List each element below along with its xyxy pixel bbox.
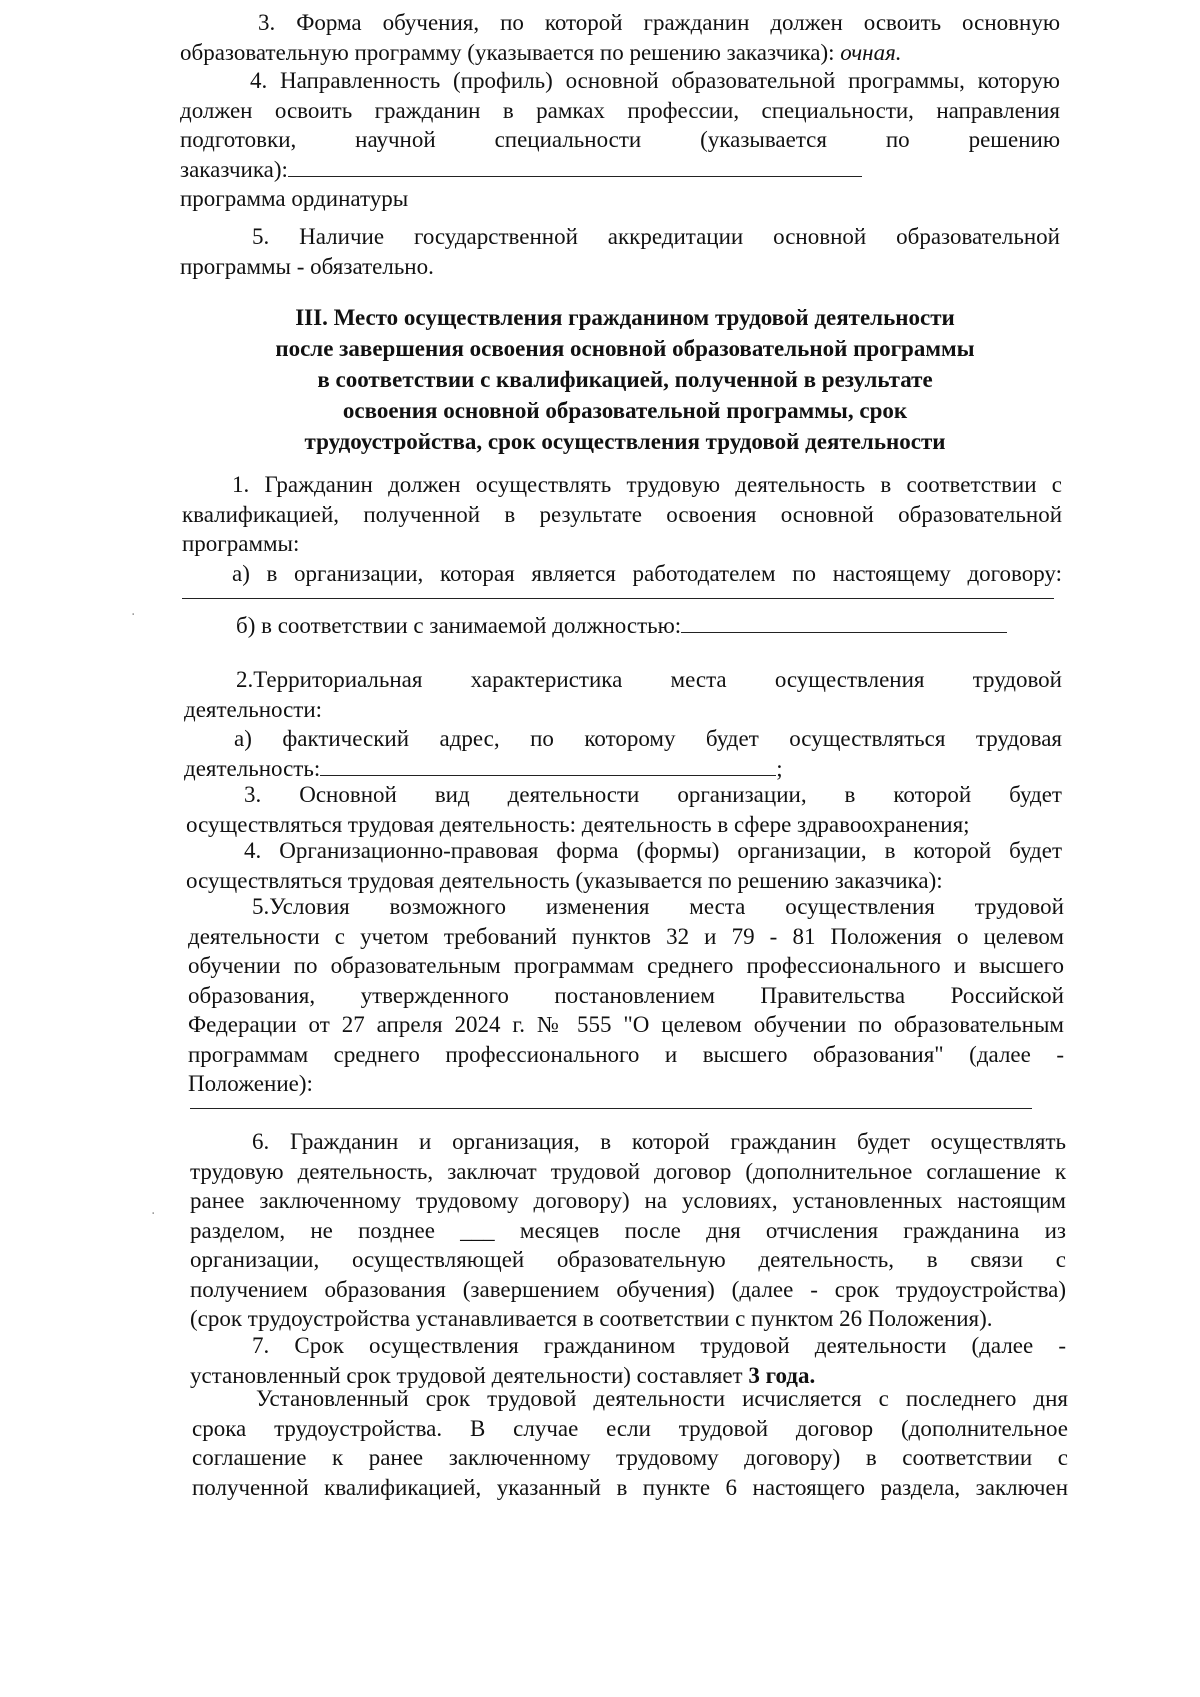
s3-item6-line4: разделом, не позднее ___ месяцев после дня отчисления гражданина из xyxy=(190,1217,1066,1243)
s3-item1-line3: программы: xyxy=(182,531,300,556)
s3-para-after7-line1: Установленный срок трудовой деятельности исчисляется с последнего дня xyxy=(256,1386,1068,1411)
s3-item4-line1: 4. Организационно-правовая форма (формы) организации, в которой будет xyxy=(244,838,1062,863)
s3-item7-label: установленный срок трудовой деятельности) составляет xyxy=(190,1362,749,1388)
scan-mark: · xyxy=(151,1206,156,1222)
s3-item4-line2: осуществляться трудовая деятельность (указывается по решению заказчика): xyxy=(186,867,943,893)
s3-item1-line2: квалификацией, полученной в результате освоения основной образовательной xyxy=(182,501,1062,527)
s2-item3-label: образовательную программу (указывается по решению заказчика): xyxy=(180,39,841,65)
s3-item2-sub-a-line1: а) фактический адрес, по которому будет осуществляться трудовая xyxy=(234,726,1062,751)
section3-heading-line4: освоения основной образовательной программы, срок xyxy=(342,398,908,423)
s3-item1-sub-b-label: б) в соответствии с занимаемой должностью: xyxy=(236,613,682,638)
s3-item5-line4: образования, утвержденного постановлением Правительства Российской xyxy=(188,982,1064,1008)
scan-mark: · xyxy=(131,607,136,623)
s2-item4-line4 xyxy=(180,155,1060,185)
s3-item2-line2: деятельности: xyxy=(184,696,323,722)
s3-item1-sub-b xyxy=(236,611,1056,641)
s2-item5-line2: программы - обязательно. xyxy=(180,253,434,279)
s3-item6-line7: (срок трудоустройства устанавливается в соответствии с пунктом 26 Положения). xyxy=(190,1306,993,1331)
s3-item6 xyxy=(190,1127,1066,1334)
s3-item5-line3: обучении по образовательным программам среднего профессионального и высшего xyxy=(188,953,1064,978)
s3-para-after7-line4: полученной квалификацией, указанный в пункте 6 настоящего раздела, заключен xyxy=(192,1474,1068,1500)
s3-item2-sub-a-label: деятельность: xyxy=(184,755,321,781)
s3-item4 xyxy=(186,836,1062,895)
s2-item5 xyxy=(180,222,1060,281)
s3-item7-line1: 7. Срок осуществления гражданином трудовой деятельности (далее - xyxy=(252,1333,1066,1358)
s3-item6-line1: 6. Гражданин и организация, в которой гражданин будет осуществлять xyxy=(252,1129,1066,1154)
section3-heading-line1: III. Место осуществления гражданином трудовой деятельности xyxy=(295,305,955,330)
s2-item4-label: заказчика): xyxy=(180,156,288,182)
s2-item4-line3: подготовки, научной специальности (указывается по решению xyxy=(180,127,1060,152)
section3-heading-line5: трудоустройства, срок осуществления трудовой деятельности xyxy=(304,429,946,454)
s3-item1-sub-b-line xyxy=(236,611,1056,641)
s3-item1-line1: 1. Гражданин должен осуществлять трудовую деятельность в соответствии с xyxy=(232,472,1062,497)
s3-item7-value: 3 года. xyxy=(748,1362,816,1388)
s3-item2-sub-a-line2 xyxy=(184,754,1062,784)
s2-item4 xyxy=(180,66,1060,214)
s2-item3-line1: 3. Форма обучения, по которой гражданин должен освоить основную xyxy=(258,10,1060,35)
s3-item2-sub-a-blank-line xyxy=(320,757,776,776)
s2-item4-blank-line xyxy=(288,158,862,177)
s3-item1-sub-a-blank-line xyxy=(182,598,1054,599)
s3-para-after7-line3: соглашение к ранее заключенному трудовому договору) в соответствии с xyxy=(192,1445,1068,1470)
s2-item4-line5: программа ординатуры xyxy=(180,186,409,211)
s3-item5-line5: Федерации от 27 апреля 2024 г. № 555 "О целевом обучении по образовательным xyxy=(188,1012,1064,1037)
s2-item3-value: очная. xyxy=(840,39,902,65)
s2-item5-line1: 5. Наличие государственной аккредитации основной образовательной xyxy=(252,224,1060,249)
s3-para-after7 xyxy=(192,1384,1068,1502)
s3-item5-blank-line xyxy=(190,1108,1032,1109)
s3-item7 xyxy=(190,1331,1066,1390)
s3-item5 xyxy=(188,892,1064,1099)
s3-item6-line6: получением образования (завершением обучения) (далее - срок трудоустройства) xyxy=(190,1276,1066,1302)
section3-heading xyxy=(250,302,1000,457)
s3-item6-line5: организации, осуществляющей образовательную деятельность, в связи с xyxy=(190,1247,1066,1272)
section3-heading-line2: после завершения освоения основной образовательной программы xyxy=(275,336,975,361)
s3-item3 xyxy=(186,780,1062,839)
s3-item5-line2: деятельности с учетом требований пунктов 32 и 79 - 81 Положения о целевом xyxy=(188,923,1064,949)
s2-item4-line2: должен освоить гражданин в рамках профессии, специальности, направления xyxy=(180,97,1060,123)
s3-item6-line3: ранее заключенному трудовому договору) на условиях, установленных настоящим xyxy=(190,1188,1066,1213)
s3-item1-sub-b-blank-line xyxy=(681,614,1007,633)
s2-item3-line2 xyxy=(180,38,1060,68)
s3-item3-line2: осуществляться трудовая деятельность: деятельность в сфере здравоохранения; xyxy=(186,811,970,837)
s2-item3 xyxy=(180,8,1060,67)
s3-item1-sub-a: а) в организации, которая является работодателем по настоящему договору: xyxy=(232,560,1062,586)
s3-item5-line7: Положение): xyxy=(188,1071,313,1096)
s3-item2-sub-a-end: ; xyxy=(776,755,783,781)
s3-item2-line1: 2.Территориальная характеристика места осуществления трудовой xyxy=(236,667,1062,692)
s3-para-after7-line2: срока трудоустройства. В случае если трудовой договор (дополнительное xyxy=(192,1415,1068,1441)
s3-item3-line1: 3. Основной вид деятельности организации, в которой будет xyxy=(244,782,1062,807)
s3-item6-line2: трудовую деятельность, заключат трудовой договор (дополнительное соглашение к xyxy=(190,1158,1066,1184)
s3-item5-line6: программам среднего профессионального и высшего образования" (далее - xyxy=(188,1041,1064,1067)
section3-heading-line3: в соответствии с квалификацией, полученной в результате xyxy=(317,367,933,392)
s3-item2 xyxy=(184,665,1062,783)
s3-item1 xyxy=(182,470,1062,588)
s2-item4-line1: 4. Направленность (профиль) основной образовательной программы, которую xyxy=(250,68,1060,93)
s3-item5-line1: 5.Условия возможного изменения места осуществления трудовой xyxy=(252,894,1064,919)
